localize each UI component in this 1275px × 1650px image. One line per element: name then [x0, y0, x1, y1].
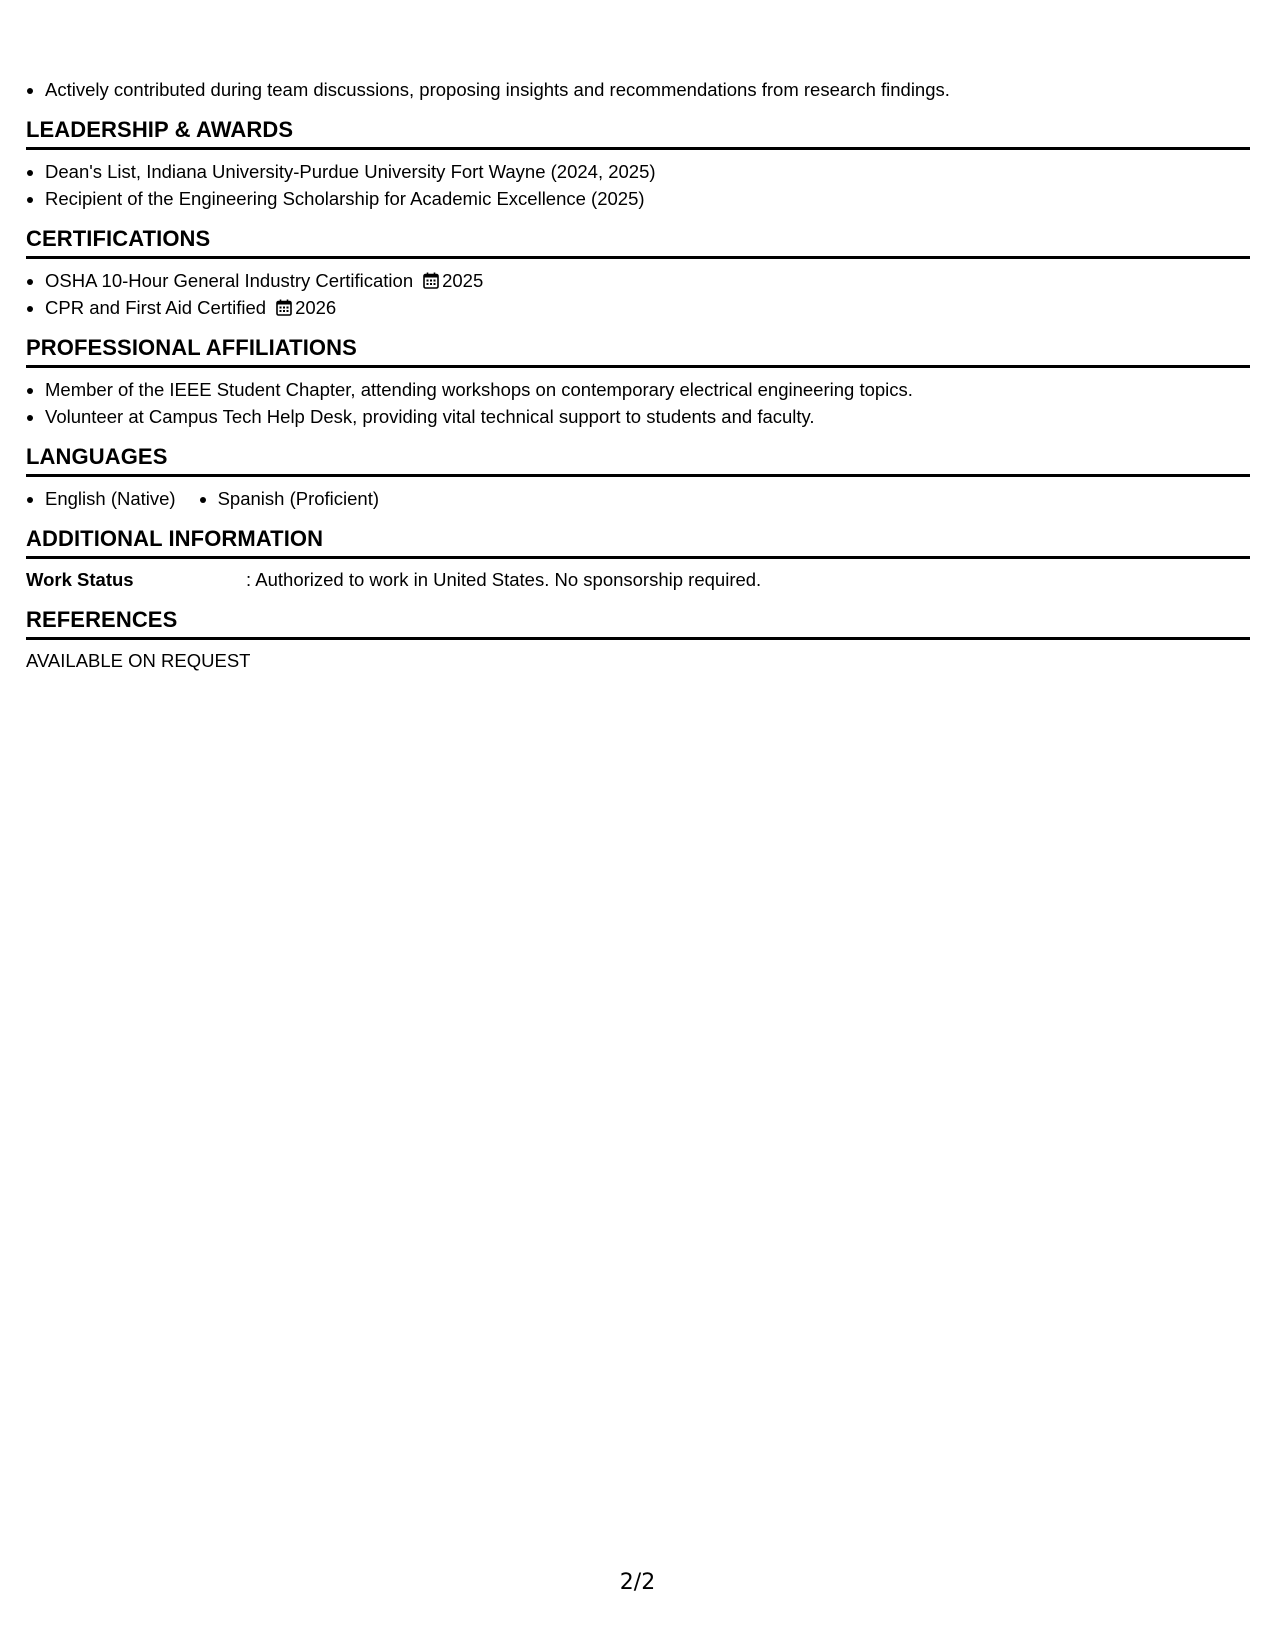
section-title-references: REFERENCES [26, 607, 1250, 640]
work-status-value: : Authorized to work in United States. No sponsorship required. [246, 569, 762, 590]
leadership-section [26, 117, 1250, 212]
list-item: • Dean's List, Indiana University-Purdue University Fort Wayne (2024, 2025) [45, 158, 1250, 185]
section-title-additional: ADDITIONAL INFORMATION [26, 526, 1250, 559]
certification-name: OSHA 10-Hour General Industry Certification [45, 270, 414, 291]
references-section [26, 607, 1250, 674]
certifications-list [26, 267, 1250, 321]
resume-page [26, 76, 1250, 674]
list-item [45, 267, 1250, 294]
languages-section [26, 444, 1250, 512]
section-title-languages: LANGUAGES [26, 444, 1250, 477]
list-item: • Recipient of the Engineering Scholarship for Academic Excellence (2025) [45, 185, 1250, 212]
list-item [45, 294, 1250, 321]
section-title-affiliations: PROFESSIONAL AFFILIATIONS [26, 335, 1250, 368]
experience-continued-list [26, 76, 1250, 103]
certifications-section [26, 226, 1250, 321]
references-text: AVAILABLE ON REQUEST [26, 650, 251, 671]
list-item: • Member of the IEEE Student Chapter, attending workshops on contemporary electrical engineering topics. [45, 376, 1250, 403]
list-item: • Volunteer at Campus Tech Help Desk, providing vital technical support to students and faculty. [45, 403, 1250, 430]
additional-info-section [26, 526, 1250, 593]
leadership-list [26, 158, 1250, 212]
affiliations-section [26, 335, 1250, 430]
calendar-icon [276, 299, 292, 316]
language-item: • English (Native) [45, 485, 176, 512]
section-title-leadership: LEADERSHIP & AWARDS [26, 117, 1250, 150]
languages-list [26, 485, 1250, 512]
certification-year: 2025 [442, 270, 484, 291]
section-title-certifications: CERTIFICATIONS [26, 226, 1250, 259]
affiliations-list [26, 376, 1250, 430]
certification-year: 2026 [295, 297, 337, 318]
list-item: • Actively contributed during team discussions, proposing insights and recommendations from research findings. [45, 76, 1250, 103]
page-number: 2/2 [619, 1570, 656, 1595]
calendar-icon [423, 272, 439, 289]
language-item: • Spanish (Proficient) [218, 485, 379, 512]
work-status-label: Work Status [26, 569, 134, 590]
work-status-row [26, 567, 1250, 593]
certification-name: CPR and First Aid Certified [45, 297, 267, 318]
